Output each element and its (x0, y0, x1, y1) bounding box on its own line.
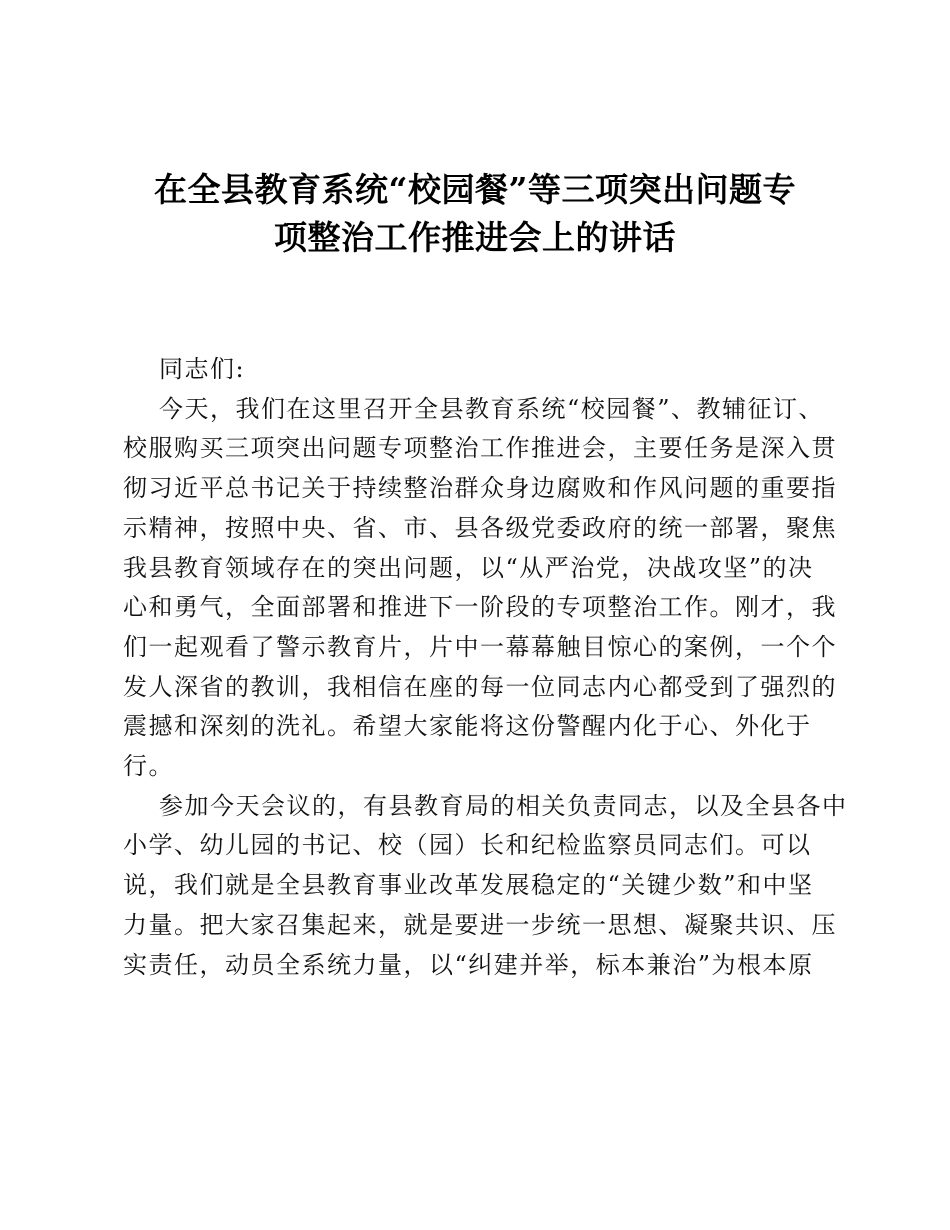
paragraph-line: 心和勇气，全面部署和推进下一阶段的专项整治工作。刚才，我 (123, 593, 837, 622)
document-title (100, 166, 850, 262)
title-line: 项整治工作推进会上的讲话 (274, 218, 676, 257)
salutation: 同志们: (159, 355, 246, 383)
paragraph-line: 行。 (123, 752, 174, 781)
paragraph-line: 彻习近平总书记关于持续整治群众身边腐败和作风问题的重要指 (123, 474, 837, 503)
paragraph-line: 力量。把大家召集起来，就是要进一步统一思想、凝聚共识、压 (123, 910, 837, 939)
paragraph-line: 我县教育领域存在的突出问题，以“从严治党，决战攻坚”的决 (123, 553, 814, 582)
paragraph-line: 小学、幼儿园的书记、校（园）长和纪检监察员同志们。可以 (123, 831, 812, 860)
paragraph-line: 发人深省的教训，我相信在座的每一位同志内心都受到了强烈的 (123, 672, 837, 701)
paragraph-line: 震撼和深刻的洗礼。希望大家能将这份警醒内化于心、外化于 (123, 712, 812, 741)
title-line: 在全县教育系统“校园餐”等三项突出问题专 (154, 170, 796, 209)
document-body (123, 350, 848, 985)
paragraph-line: 实责任，动员全系统力量，以“纠建并举，标本兼治”为根本原 (123, 950, 814, 979)
paragraph-line: 校服购买三项突出问题专项整治工作推进会，主要任务是深入贯 (123, 434, 837, 463)
paragraph-line: 参加今天会议的，有县教育局的相关负责同志，以及全县各中 (159, 791, 848, 820)
paragraph-line: 示精神，按照中央、省、市、县各级党委政府的统一部署，聚焦 (123, 513, 837, 542)
paragraph-line: 们一起观看了警示教育片，片中一幕幕触目惊心的案例，一个个 (123, 632, 837, 661)
paragraph-line: 说，我们就是全县教育事业改革发展稳定的“关键少数”和中坚 (123, 871, 814, 900)
paragraph-line: 今天，我们在这里召开全县教育系统“校园餐”、教辅征订、 (159, 394, 825, 423)
paragraph-2 (123, 787, 848, 986)
paragraph-1 (123, 390, 835, 787)
